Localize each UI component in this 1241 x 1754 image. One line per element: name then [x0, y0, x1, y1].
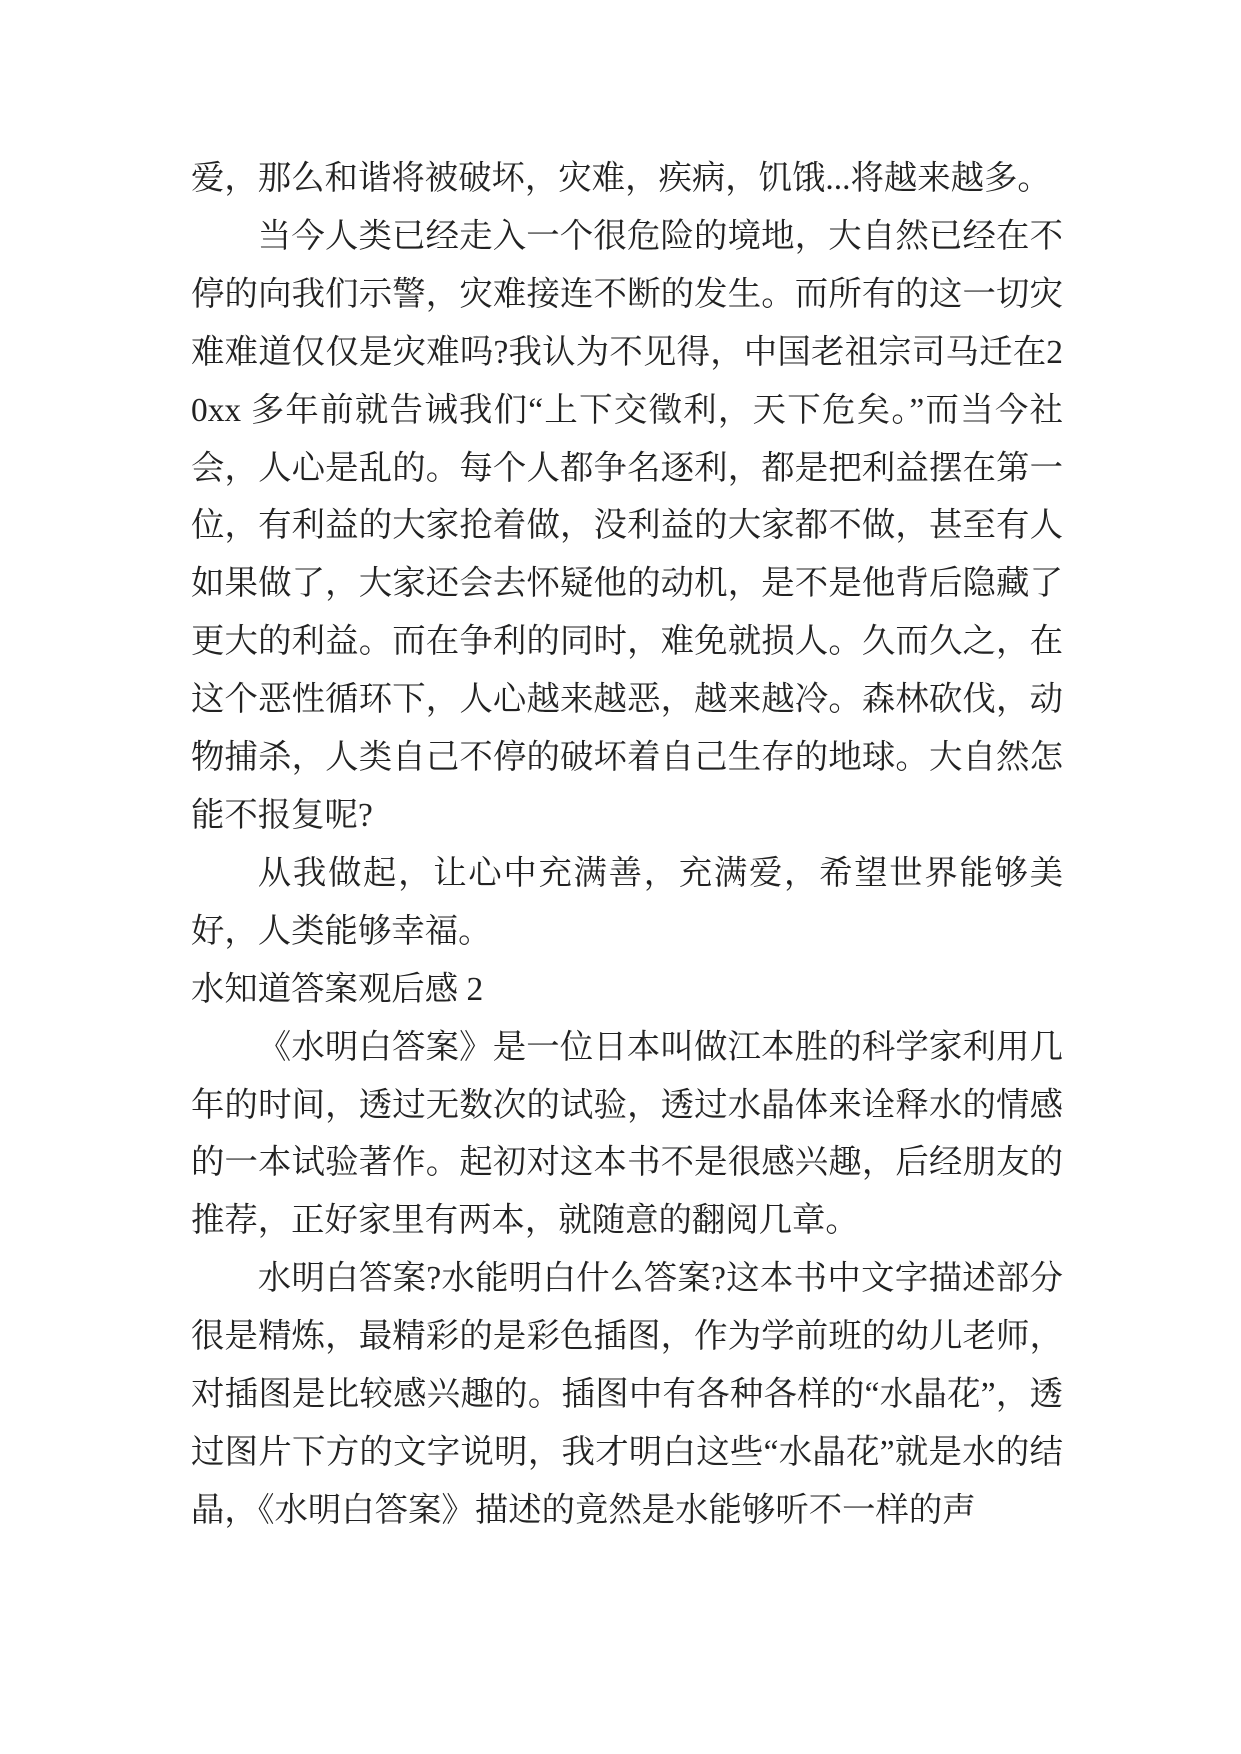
paragraph-continuation: 爱，那么和谐将被破坏，灾难，疾病，饥饿...将越来越多。 [191, 160, 1051, 197]
paragraph-body: 《水明白答案》是一位日本叫做江本胜的科学家利用几年的时间，透过无数次的试验，透过水晶体来诠释水的情感的一本试验著作。起初对这本书不是很感兴趣，后经朋友的推荐，正好家里有两本，就随意的翻阅几章。 [191, 1028, 1063, 1240]
paragraph-body: 当今人类已经走入一个很危险的境地，大自然已经在不停的向我们示警，灾难接连不断的发生。而所有的这一切灾难难道仅仅是灾难吗?我认为不见得，中国老祖宗司马迁在20xx 多年前就告诫我们“上下交徵利，天下危矣。”而当今社会，人心是乱的。每个人都争名逐利，都是把利益摆在第一位，有利益的大家抢着做，没利益的大家都不做，甚至有人如果做了，大家还会去怀疑他的动机，是不是他背后隐藏了更大的利益。而在争利的同时，难免就损人。久而久之，在这个恶性循环下，人心越来越恶，越来越冷。森林砍伐，动物捕杀，人类自己不停的破坏着自己生存的地球。大自然怎能不报复呢? [191, 217, 1063, 834]
section-heading: 水知道答案观后感 2 [191, 970, 484, 1008]
paragraph-body-truncated: 水明白答案?水能明白什么答案?这本书中文字描述部分很是精炼，最精彩的是彩色插图，作为学前班的幼儿老师，对插图是比较感兴趣的。插图中有各种各样的“水晶花”，透过图片下方的文字说明，我才明白这些“水晶花”就是水的结晶，《水明白答案》描述的竟然是水能够听不一样的声 [191, 1260, 1063, 1529]
paragraph-body: 从我做起，让心中充满善，充满爱，希望世界能够美好，人类能够幸福。 [191, 854, 1063, 950]
text-block [191, 150, 1063, 1540]
